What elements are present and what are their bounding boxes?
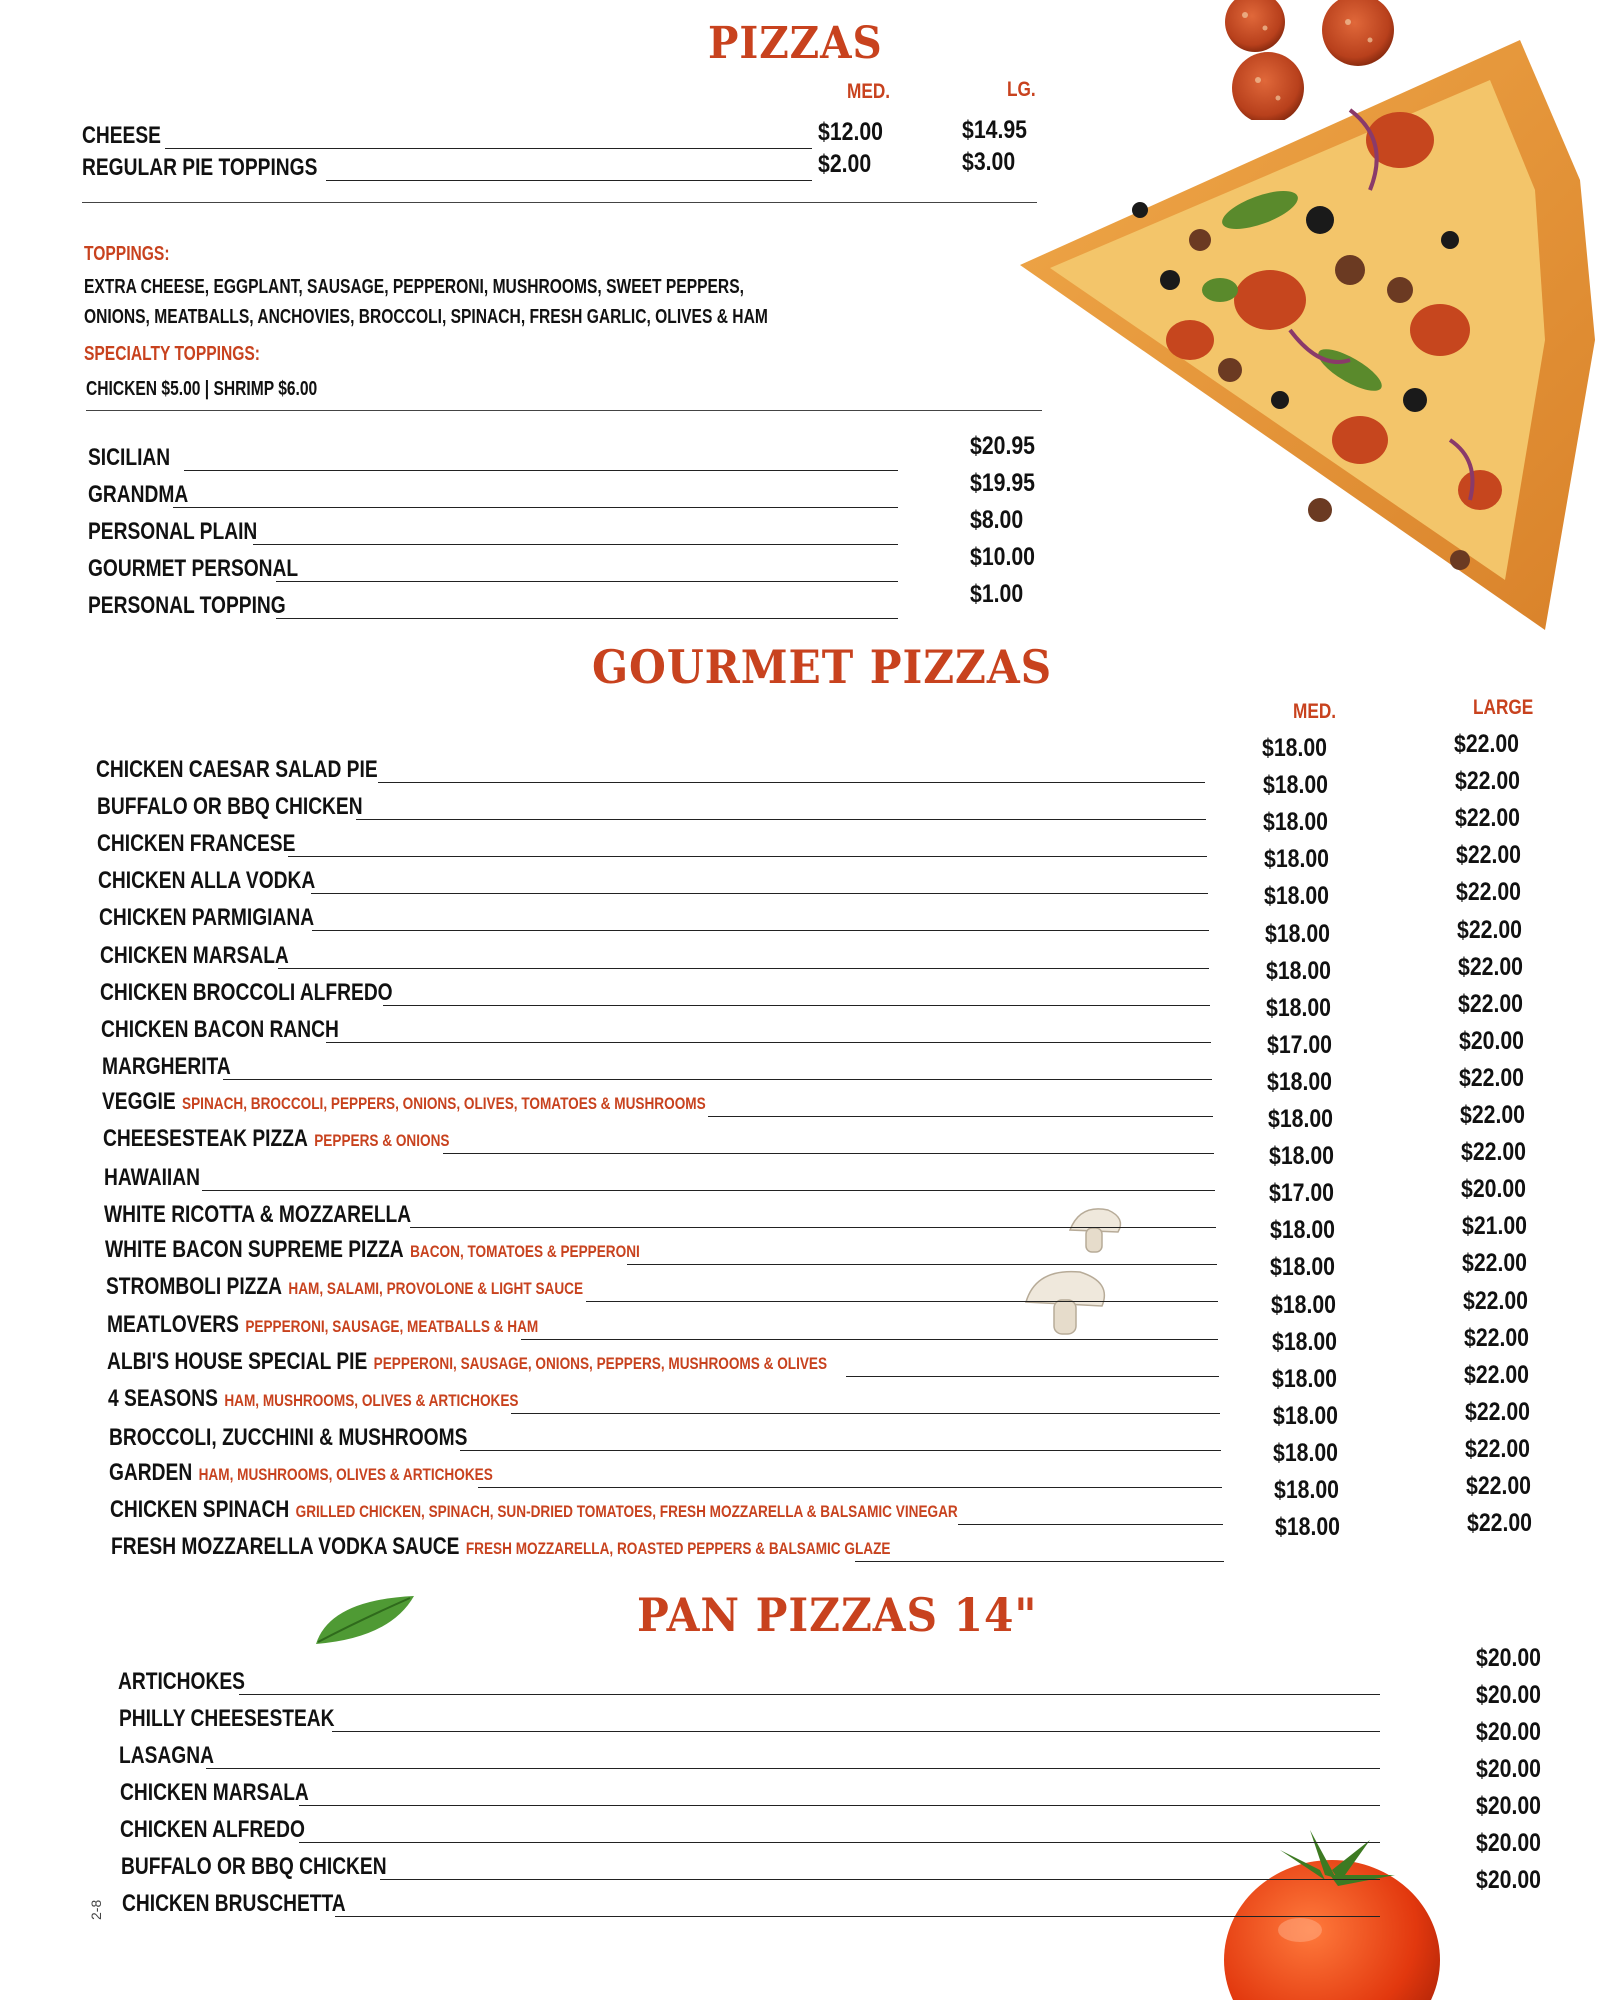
price-large: $22.00 bbox=[1454, 730, 1519, 758]
item-description: PEPPERONI, SAUSAGE, ONIONS, PEPPERS, MUSHROOMS & OLIVES bbox=[373, 1353, 828, 1373]
item-name bbox=[100, 979, 393, 1007]
leader-line bbox=[380, 1879, 1380, 1880]
item-title: MEATLOVERS bbox=[106, 1310, 239, 1338]
item-description: FRESH MOZZARELLA, ROASTED PEPPERS & BALSAMIC GLAZE bbox=[465, 1539, 891, 1559]
price-med: $18.00 bbox=[1272, 1364, 1338, 1393]
price-med: $18.00 bbox=[1263, 808, 1329, 837]
item-title: CHICKEN BACON RANCH bbox=[100, 1015, 339, 1043]
item-name bbox=[82, 154, 317, 182]
leader-line bbox=[311, 893, 1207, 894]
item-name bbox=[100, 942, 289, 970]
item-title: ARTICHOKES bbox=[118, 1668, 245, 1695]
price-large: $22.00 bbox=[1455, 841, 1521, 870]
price-large: $22.00 bbox=[1457, 952, 1523, 981]
leader-line bbox=[173, 507, 898, 508]
basil-leaf-image bbox=[310, 1590, 420, 1650]
leader-line bbox=[708, 1116, 1213, 1117]
item-title: PERSONAL PLAIN bbox=[88, 518, 258, 545]
item-name bbox=[120, 1816, 305, 1844]
item-description: BACON, TOMATOES & PEPPERONI bbox=[410, 1242, 640, 1262]
price-large: $22.00 bbox=[1457, 915, 1522, 944]
item-name bbox=[111, 1533, 890, 1563]
price-large: $22.00 bbox=[1458, 989, 1524, 1018]
pie-row bbox=[0, 432, 1613, 474]
item-name bbox=[103, 1125, 450, 1155]
divider bbox=[86, 410, 1042, 411]
price-med: $18.00 bbox=[1271, 1327, 1337, 1356]
leader-line bbox=[356, 819, 1206, 820]
item-title: GRANDMA bbox=[88, 481, 189, 508]
price-med: $18.00 bbox=[1267, 1067, 1333, 1096]
item-description: PEPPERS & ONIONS bbox=[314, 1131, 450, 1150]
leader-line bbox=[276, 581, 898, 582]
leader-line bbox=[299, 1805, 1380, 1806]
item-title: CHICKEN CAESAR SALAD PIE bbox=[96, 756, 378, 783]
item-name bbox=[108, 1385, 518, 1415]
item-name bbox=[119, 1705, 335, 1733]
leader-line bbox=[521, 1339, 1218, 1340]
leader-line bbox=[288, 856, 1207, 857]
price-med: $18.00 bbox=[1262, 734, 1327, 762]
item-title: MARGHERITA bbox=[101, 1052, 231, 1080]
item-title: LASAGNA bbox=[119, 1742, 215, 1769]
leader-line bbox=[165, 148, 812, 149]
leader-line bbox=[511, 1413, 1220, 1414]
price-med: $18.00 bbox=[1270, 1253, 1336, 1282]
price-large: $22.00 bbox=[1459, 1063, 1525, 1092]
item-title: BUFFALO OR BBQ CHICKEN bbox=[121, 1853, 387, 1880]
price-med: $18.00 bbox=[1265, 919, 1330, 948]
price-large: $22.00 bbox=[1460, 1101, 1525, 1129]
price-large: $22.00 bbox=[1463, 1286, 1528, 1315]
item-name bbox=[88, 555, 298, 583]
price-large: $22.00 bbox=[1464, 1360, 1530, 1389]
price-med: $12.00 bbox=[818, 118, 883, 146]
price: $20.95 bbox=[970, 432, 1035, 460]
page-number: 2-8 bbox=[88, 1899, 104, 1920]
item-name bbox=[104, 1201, 411, 1229]
specialty-toppings-line: CHICKEN $5.00 | SHRIMP $6.00 bbox=[86, 378, 318, 400]
item-name bbox=[119, 1742, 214, 1770]
item-name bbox=[96, 756, 378, 784]
item-title: CHICKEN MARSALA bbox=[119, 1779, 309, 1806]
toppings-label: TOPPINGS: bbox=[84, 243, 170, 265]
item-name bbox=[110, 1496, 958, 1526]
item-title: WHITE BACON SUPREME PIZZA bbox=[105, 1236, 404, 1264]
item-description: SPINACH, BROCCOLI, PEPPERS, ONIONS, OLIVES, TOMATOES & MUSHROOMS bbox=[182, 1093, 706, 1113]
gourmet-section-title: GOURMET PIZZAS bbox=[592, 640, 1053, 694]
item-title: CHICKEN BROCCOLI ALFREDO bbox=[100, 978, 393, 1006]
item-title: WHITE RICOTTA & MOZZARELLA bbox=[104, 1201, 412, 1229]
item-name bbox=[106, 1273, 583, 1303]
price-large: $22.00 bbox=[1463, 1323, 1529, 1352]
leader-line bbox=[326, 1042, 1212, 1043]
item-name bbox=[107, 1348, 827, 1378]
item-title: BROCCOLI, ZUCCHINI & MUSHROOMS bbox=[108, 1423, 467, 1451]
leader-line bbox=[184, 470, 898, 471]
leader-line bbox=[383, 1005, 1211, 1006]
price-med: $18.00 bbox=[1273, 1438, 1339, 1467]
leader-line bbox=[276, 618, 898, 619]
leader-line bbox=[410, 1227, 1216, 1228]
item-name bbox=[88, 444, 170, 472]
item-name bbox=[82, 122, 161, 150]
leader-line bbox=[846, 1376, 1219, 1377]
item-title: CHICKEN SPINACH bbox=[110, 1496, 290, 1523]
price-lg: $14.95 bbox=[962, 116, 1027, 144]
pizzas-section-title: PIZZAS bbox=[708, 18, 883, 69]
price-large: $22.00 bbox=[1460, 1138, 1526, 1167]
price-med: $18.00 bbox=[1268, 1105, 1333, 1133]
leader-line bbox=[586, 1301, 1217, 1302]
item-title: CHICKEN FRANCESE bbox=[97, 830, 296, 858]
item-title: BUFFALO OR BBQ CHICKEN bbox=[96, 793, 363, 821]
pizza-row bbox=[0, 118, 1613, 152]
item-name bbox=[97, 793, 363, 821]
leader-line bbox=[223, 1079, 1212, 1080]
item-description: PEPPERONI, SAUSAGE, MEATBALLS & HAM bbox=[244, 1316, 538, 1336]
price-large: $20.00 bbox=[1458, 1026, 1524, 1055]
col-header-lg: LG. bbox=[1007, 78, 1036, 101]
leader-line bbox=[206, 1768, 1380, 1769]
item-name bbox=[99, 904, 314, 932]
item-description: HAM, MUSHROOMS, OLIVES & ARTICHOKES bbox=[224, 1390, 519, 1410]
price-large: $21.00 bbox=[1461, 1212, 1527, 1241]
price: $20.00 bbox=[1476, 1829, 1541, 1857]
toppings-line: ONIONS, MEATBALLS, ANCHOVIES, BROCCOLI, SPINACH, FRESH GARLIC, OLIVES & HAM bbox=[84, 306, 768, 328]
item-title: ALBI'S HOUSE SPECIAL PIE bbox=[107, 1347, 368, 1375]
price-large: $22.00 bbox=[1456, 878, 1522, 907]
price-large: $22.00 bbox=[1464, 1397, 1530, 1426]
price-med: $18.00 bbox=[1265, 956, 1331, 985]
pan-row bbox=[0, 1644, 1613, 1698]
price-large: $22.00 bbox=[1462, 1249, 1528, 1278]
item-title: GOURMET PERSONAL bbox=[88, 555, 299, 582]
item-name bbox=[98, 867, 315, 895]
leader-line bbox=[253, 544, 898, 545]
price-large: $20.00 bbox=[1461, 1175, 1527, 1204]
item-name bbox=[102, 1053, 231, 1081]
price-large: $22.00 bbox=[1466, 1509, 1532, 1538]
price-med: $18.00 bbox=[1262, 771, 1328, 800]
price-med: $18.00 bbox=[1268, 1142, 1334, 1171]
leader-line bbox=[460, 1450, 1221, 1451]
col-header-med: MED. bbox=[1293, 700, 1337, 723]
item-title: HAWAIIAN bbox=[103, 1164, 200, 1192]
leader-line bbox=[958, 1524, 1223, 1525]
item-name bbox=[88, 518, 257, 546]
price-med: $2.00 bbox=[818, 150, 872, 178]
item-title: FRESH MOZZARELLA VODKA SAUCE bbox=[110, 1533, 460, 1561]
item-name bbox=[109, 1424, 467, 1452]
price-med: $18.00 bbox=[1264, 882, 1330, 911]
price: $8.00 bbox=[970, 506, 1024, 534]
price: $20.00 bbox=[1476, 1755, 1541, 1783]
price-med: $18.00 bbox=[1272, 1401, 1338, 1430]
price-med: $18.00 bbox=[1274, 1476, 1339, 1504]
pie-row bbox=[0, 469, 1613, 511]
item-name bbox=[97, 830, 295, 858]
item-title: CHICKEN ALLA VODKA bbox=[98, 867, 316, 895]
leader-line bbox=[299, 1842, 1380, 1843]
item-name bbox=[118, 1668, 245, 1696]
price: $10.00 bbox=[970, 543, 1035, 571]
price: $20.00 bbox=[1476, 1866, 1541, 1894]
price-med: $18.00 bbox=[1269, 1216, 1335, 1245]
leader-line bbox=[202, 1190, 1215, 1191]
leader-line bbox=[278, 968, 1209, 969]
toppings-line: EXTRA CHEESE, EGGPLANT, SAUSAGE, PEPPERONI, MUSHROOMS, SWEET PEPPERS, bbox=[84, 276, 744, 298]
item-title: CHICKEN ALFREDO bbox=[120, 1816, 306, 1843]
leader-line bbox=[326, 180, 812, 181]
item-name bbox=[105, 1236, 640, 1266]
specialty-toppings-label: SPECIALTY TOPPINGS: bbox=[84, 343, 260, 365]
item-title: SICILIAN bbox=[88, 444, 171, 471]
item-name bbox=[121, 1853, 387, 1881]
price-med: $18.00 bbox=[1266, 993, 1332, 1022]
gourmet-row bbox=[0, 730, 1613, 786]
item-title: CHEESE bbox=[82, 122, 161, 149]
item-title: 4 SEASONS bbox=[107, 1384, 218, 1412]
item-title: GARDEN bbox=[109, 1458, 193, 1486]
item-description: GRILLED CHICKEN, SPINACH, SUN-DRIED TOMATOES, FRESH MOZZARELLA & BALSAMIC VINEGAR bbox=[295, 1502, 958, 1521]
price-med: $18.00 bbox=[1263, 845, 1329, 874]
leader-line bbox=[335, 1916, 1380, 1917]
price-large: $22.00 bbox=[1454, 767, 1520, 796]
pie-row bbox=[0, 506, 1613, 548]
price: $20.00 bbox=[1476, 1718, 1541, 1746]
item-name bbox=[104, 1164, 200, 1192]
price-large: $22.00 bbox=[1466, 1472, 1531, 1500]
leader-line bbox=[239, 1694, 1380, 1695]
leader-line bbox=[627, 1264, 1216, 1265]
leader-line bbox=[312, 930, 1208, 931]
item-name bbox=[107, 1311, 538, 1341]
item-title: CHEESESTEAK PIZZA bbox=[103, 1125, 308, 1152]
price-med: $17.00 bbox=[1266, 1030, 1332, 1059]
leader-line bbox=[378, 782, 1205, 783]
price-med: $18.00 bbox=[1271, 1290, 1336, 1319]
divider bbox=[82, 202, 1037, 203]
leader-line bbox=[332, 1731, 1380, 1732]
item-title: PHILLY CHEESESTEAK bbox=[118, 1705, 335, 1732]
item-name bbox=[102, 1088, 706, 1118]
price-large: $22.00 bbox=[1465, 1434, 1531, 1463]
price: $20.00 bbox=[1476, 1681, 1541, 1709]
item-description: HAM, MUSHROOMS, OLIVES & ARTICHOKES bbox=[198, 1464, 494, 1484]
leader-line bbox=[478, 1487, 1222, 1488]
price: $19.95 bbox=[970, 469, 1035, 497]
item-name bbox=[122, 1890, 346, 1918]
item-name bbox=[88, 481, 188, 509]
item-title: CHICKEN MARSALA bbox=[99, 941, 289, 969]
item-title: REGULAR PIE TOPPINGS bbox=[82, 154, 318, 181]
item-name bbox=[101, 1016, 339, 1044]
pizza-row bbox=[0, 150, 1613, 184]
item-description: HAM, SALAMI, PROVOLONE & LIGHT SAUCE bbox=[288, 1279, 583, 1299]
price: $1.00 bbox=[970, 580, 1024, 608]
col-header-large: LARGE bbox=[1473, 696, 1534, 719]
col-header-med: MED. bbox=[847, 80, 891, 103]
pie-row bbox=[0, 580, 1613, 622]
price-large: $22.00 bbox=[1455, 804, 1521, 833]
item-name bbox=[109, 1459, 493, 1489]
pie-row bbox=[0, 543, 1613, 585]
price-med: $18.00 bbox=[1274, 1513, 1340, 1542]
price: $20.00 bbox=[1476, 1792, 1541, 1820]
price: $20.00 bbox=[1476, 1644, 1541, 1672]
item-name bbox=[88, 592, 286, 620]
item-title: PERSONAL TOPPING bbox=[88, 592, 286, 619]
item-title: STROMBOLI PIZZA bbox=[105, 1273, 282, 1301]
item-title: VEGGIE bbox=[102, 1087, 176, 1115]
item-name bbox=[120, 1779, 309, 1807]
leader-line bbox=[855, 1561, 1224, 1562]
price-lg: $3.00 bbox=[962, 148, 1016, 176]
leader-line bbox=[443, 1153, 1214, 1154]
item-title: CHICKEN PARMIGIANA bbox=[98, 904, 314, 932]
pan-section-title: PAN PIZZAS 14" bbox=[637, 1588, 1038, 1642]
price-med: $17.00 bbox=[1269, 1179, 1335, 1208]
item-title: CHICKEN BRUSCHETTA bbox=[121, 1890, 346, 1917]
